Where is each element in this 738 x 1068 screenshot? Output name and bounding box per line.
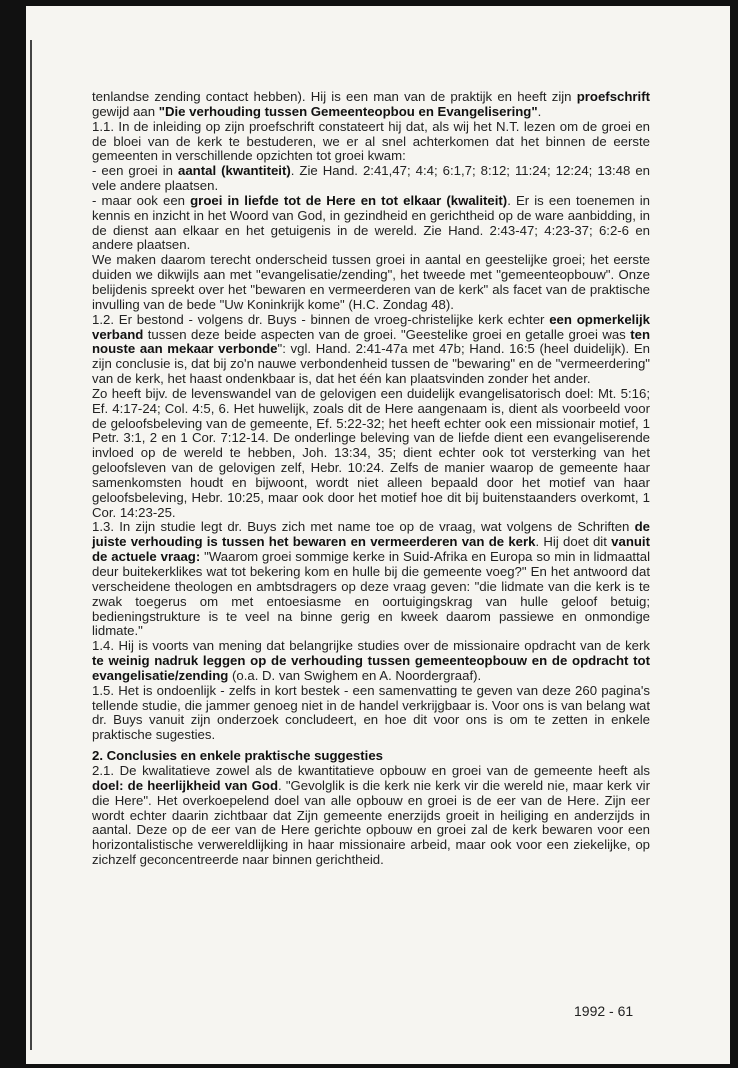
bold-proefschrift: proefschrift <box>576 89 650 104</box>
bold-title: "Die verhouding tussen Gemeenteopbou en Evangelisering" <box>158 103 538 119</box>
paragraph-1-2: 1.2. Er bestond - volgens dr. Buys - binnen de vroeg-christelijke kerk echter een opmerkelijk verband tussen deze beide aspecten van de groei. "Geestelike groei en getalle groei was ten nouste aan mekaar verbonde": vgl. Hand. 2:41-47a met 47b; Hand. 16:5 (heel duidelijk). En zijn conclusie is, dat bij zo'n nauwe verbondenheid tussen de "bewaring" en de "vermeerdering" van de kerk, het haast ondenkbaar is, dat het één kan plaatsvinden zonder het ander. <box>92 311 651 387</box>
paragraph-growth-quantity: - een groei in aantal (kwantiteit). Zie Hand. 2:41,47; 4:4; 6:1,7; 8:12; 11:24; 12:24; 13:48 en vele andere plaatsen. <box>92 163 650 194</box>
binding-edge-shadow <box>30 40 32 1050</box>
paragraph-intro: tenlandse zending contact hebben). Hij is een man van de praktijk en heeft zijn proefschrift gewijd aan "Die verhouding tussen Gemeenteopbou en Evangelisering". <box>92 89 650 119</box>
section-heading-2: 2. Conclusies en enkele praktische suggesties <box>92 748 383 764</box>
paragraph-examples: Zo heeft bijv. de levenswandel van de gelovigen een duidelijk evangelisatorisch doel: Mt. 5:16; Ef. 4:17-24; Col. 4:5, 6. Het huwelijk, zoals dit de Here aangenaam is, dient als voorbeeld voor de geloofsbeleving van de gemeente, Ef. 5:22-32; het heeft echter ook een missionair motief, 1 Petr. 3:1, 2 en 1 Cor. 7:12-14. De onderlinge beleving van de liefde dient een evangeliserende invloed op de wereld te hebben, Joh. 13:34, 35; dient echter ook tot versterking van het geloofsleven van de gelovigen zelf, Hebr. 10:24. Zelfs de manier waarop de gemeente haar samenkomsten houdt en bijwoont, wordt niet alleen bepaald door het motief van haar geloofsbeleving, Hebr. 10:25, maar ook door het motief hoe dit bij buitenstaanders overkomt, 1 Cor. 14:23-25. <box>92 385 650 520</box>
paragraph-distinction: We maken daarom terecht onderscheid tussen groei in aantal en geestelijke groei; het eerste duiden we dikwijls aan met "evangelisatie/zending", het tweede met "gemeenteopbouw". Onze belijdenis spreekt over het "bewaren en vermeerderen van de kerk" als facet van de praktische invulling van de bede "Uw Koninkrijk kome" (H.C. Zondag 48). <box>92 252 650 312</box>
page-number: 1992 - 61 <box>574 1003 634 1019</box>
paragraph-1-4: 1.4. Hij is voorts van mening dat belangrijke studies over de missionaire opdracht van de kerk te weinig nadruk leggen op de verhouding tussen gemeenteopbouw en de opdracht tot evangelisatie/zending (o.a. D. van Swighem en A. Noordergraaf). <box>92 638 650 683</box>
paragraph-1-3: 1.3. In zijn studie legt dr. Buys zich met name toe op de vraag, wat volgens de Schriften de juiste verhouding is tussen het bewaren en vermeerderen van de kerk. Hij doet dit vanuit de actuele vraag: "Waarom groei sommige kerke in Suid-Afrika en Europa so min in lidmaattal deur buitekerklikes wat tot bekering kom en hulle bij die gemeente voeg?" En het antwoord dat verscheidene theologen en ambtsdragers op deze vraag geven: "die lidmate van die kerk is te zwak toegerus om met entoesiasme en oortuigingskrag van hulle geloof betuig; bedieningstrukture is te veel na binne gerig en kweek daarom passiewe en onmondige lidmate." <box>92 519 651 639</box>
article-body <box>92 90 650 868</box>
paragraph-growth-quality: - maar ook een groei in liefde tot de Here en tot elkaar (kwaliteit). Er is een toenemen in kennis en inzicht in het Woord van God, in gezindheid en gerichtheid op de ware aanbidding, in de dienst aan elkaar en het getuigenis in de wereld. Zie Hand. 2:43-47; 4:23-37; 6:2-6 en andere plaatsen. <box>92 192 650 253</box>
paragraph-2-1: 2.1. De kwalitatieve zowel als de kwantitatieve opbouw en groei van de gemeente heeft als doel: de heerlijkheid van God. "Gevolglik is die kerk nie kerk vir die wereld nie, maar kerk vir die Here". Het overkoepelend doel van alle opbouw en groei is de eer van de Here. Zijn eer wordt echter daarin zichtbaar dat Zijn gemeente enerzijds groeit in heiliging en anderzijds in aantal. Deze op de eer van de Here gerichte opbouw en groei zal de kerk bewaren voor een horizontalistische verwereldlijking in haar missionaire arbeid, maar ook voor een ziekelijke, op zichzelf geconcentreerde naar binnen gerichtheid. <box>92 762 650 868</box>
paragraph-1-1: 1.1. In de inleiding op zijn proefschrift constateert hij dat, als wij het N.T. lezen om de groei en de bloei van de kerk te bestuderen, we er al snel achterkomen dat het binnen de eerste gemeenten in verschillende opzichten tot groei kwam: <box>92 118 650 164</box>
paragraph-1-5: 1.5. Het is ondoenlijk - zelfs in kort bestek - een samenvatting te geven van deze 260 pagina's tellende studie, die jammer genoeg niet in de handel verkrijgbaar is. Voor ons is van belang wat dr. Buys vanuit zijn onderzoek concludeert, en hoe dit voor ons is om te zetten in enkele praktische sugesties. <box>92 682 650 743</box>
